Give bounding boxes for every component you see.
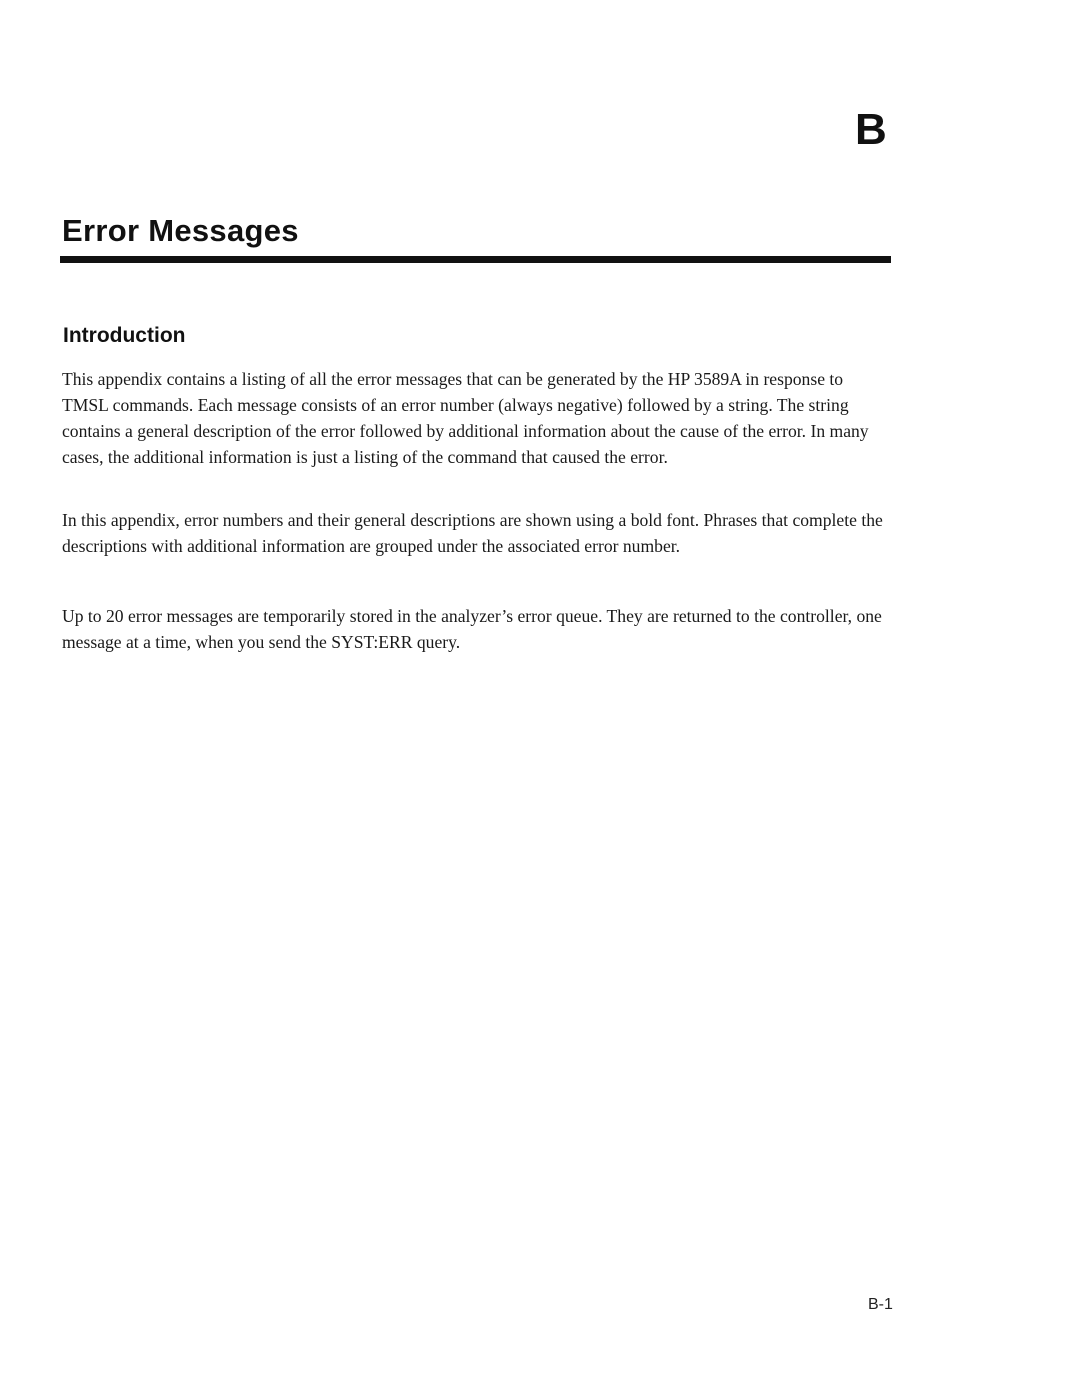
- page-number: B-1: [868, 1296, 893, 1313]
- title-rule: [60, 256, 891, 263]
- section-heading: Introduction: [63, 324, 186, 347]
- paragraph-conventions: In this appendix, error numbers and their general descriptions are shown using a bold font. Phrases that complete the descriptions with additional information are grouped under the associated error number.: [62, 510, 883, 556]
- paragraph-intro: This appendix contains a listing of all the error messages that can be generated by the HP 3589A in response to TMSL commands. Each message consists of an error number (always negative) followed by a string. The string contains a general description of the error followed by additional information about the cause of the error. In many cases, the additional information is just a listing of the command that caused the error.: [62, 369, 869, 467]
- chapter-title: Error Messages: [62, 213, 299, 248]
- appendix-letter: B: [855, 105, 887, 154]
- paragraph-error-queue: Up to 20 error messages are temporarily stored in the analyzer’s error queue. They are returned to the controller, one message at a time, when you send the SYST:ERR query.: [62, 606, 882, 652]
